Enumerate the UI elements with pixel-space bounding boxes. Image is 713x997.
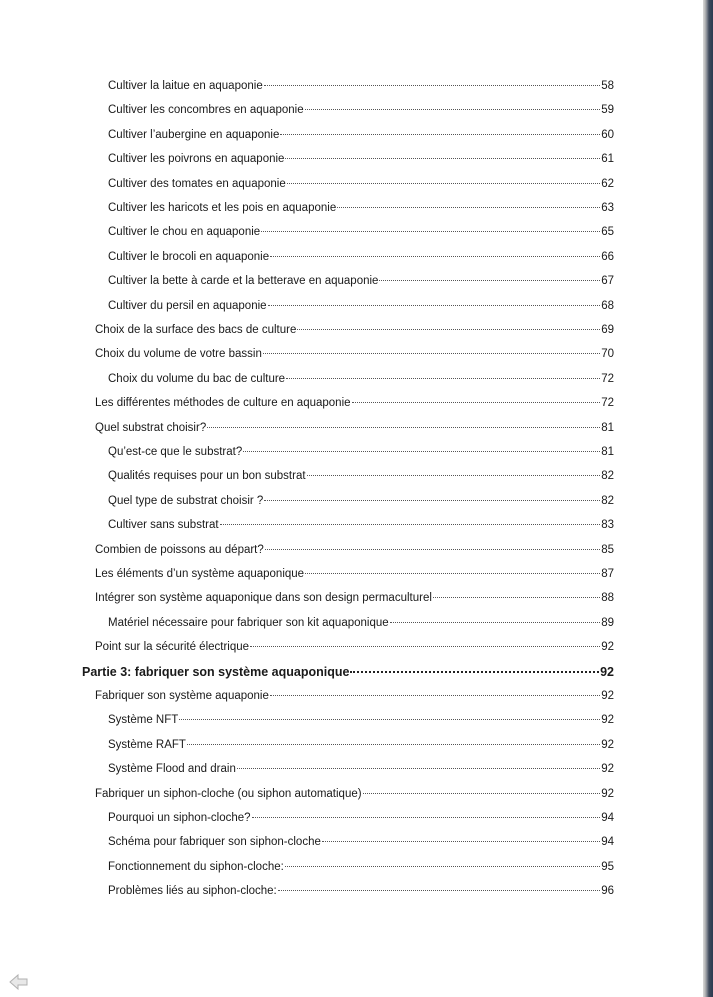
toc-entry[interactable] xyxy=(108,297,614,315)
toc-entry-page-number: 92 xyxy=(600,664,614,679)
toc-dot-leader xyxy=(286,378,600,379)
toc-entry-page-number: 83 xyxy=(601,519,614,532)
toc-dot-leader xyxy=(305,109,601,110)
toc-entry-page-number: 92 xyxy=(601,763,614,776)
toc-dot-leader xyxy=(337,207,600,208)
toc-entry[interactable] xyxy=(108,736,614,754)
toc-entry-title: Fabriquer un siphon-cloche (ou siphon automatique) xyxy=(95,787,362,800)
toc-dot-leader xyxy=(268,305,601,306)
toc-dot-leader xyxy=(187,744,600,745)
toc-dot-leader xyxy=(363,793,601,794)
toc-entry-title: Fonctionnement du siphon-cloche: xyxy=(108,860,284,873)
toc-entry[interactable] xyxy=(108,833,614,851)
toc-entry[interactable] xyxy=(108,516,614,534)
toc-entry-title: Cultiver les haricots et les pois en aquaponie xyxy=(108,202,337,214)
toc-entry[interactable] xyxy=(108,223,614,241)
toc-entry[interactable] xyxy=(108,809,614,827)
toc-entry[interactable] xyxy=(108,126,614,144)
toc-entry[interactable] xyxy=(108,248,614,266)
toc-entry-page-number: 92 xyxy=(601,738,614,751)
toc-entry-page-number: 72 xyxy=(601,372,614,385)
toc-entry-title: Choix du volume de votre bassin xyxy=(95,348,262,361)
toc-entry-title: Cultiver l’aubergine en aquaponie xyxy=(108,128,280,141)
toc-entry-title: Cultiver les concombres en aquaponie xyxy=(108,104,304,117)
toc-entry-title: Les éléments d’un système aquaponique xyxy=(95,568,305,580)
toc-entry-page-number: 85 xyxy=(601,543,614,556)
toc-entry[interactable] xyxy=(108,443,614,461)
toc-dot-leader xyxy=(250,646,600,647)
toc-entry[interactable] xyxy=(95,419,614,437)
toc-dot-leader xyxy=(270,695,600,696)
toc-dot-leader xyxy=(252,817,601,818)
toc-dot-leader xyxy=(322,841,600,842)
toc-entry[interactable] xyxy=(108,467,614,485)
toc-entry-title: Cultiver du persil en aquaponie xyxy=(108,299,267,312)
toc-dot-leader xyxy=(305,573,600,574)
toc-entry-page-number: 70 xyxy=(601,348,614,361)
toc-entry[interactable] xyxy=(108,760,614,778)
toc-dot-leader xyxy=(179,719,600,720)
toc-entry-page-number: 67 xyxy=(601,275,614,288)
toc-entry[interactable] xyxy=(95,321,614,339)
toc-dot-leader xyxy=(285,158,600,159)
toc-entry-title: Système Flood and drain xyxy=(108,763,236,776)
toc-entry-page-number: 92 xyxy=(601,641,614,654)
toc-entry-page-number: 59 xyxy=(601,104,614,117)
toc-dot-leader xyxy=(265,549,600,550)
toc-entry[interactable] xyxy=(108,370,614,388)
toc-dot-leader xyxy=(270,256,600,257)
toc-dot-leader xyxy=(280,134,600,135)
toc-dot-leader xyxy=(278,890,600,891)
toc-entry[interactable] xyxy=(108,711,614,729)
toc-entry-title: Problèmes liés au siphon-cloche: xyxy=(108,885,277,898)
toc-entry-page-number: 95 xyxy=(601,860,614,873)
toc-entry[interactable] xyxy=(108,614,614,632)
toc-entry-title: Cultiver les poivrons en aquaponie xyxy=(108,153,285,166)
toc-entry-title: Cultiver le brocoli en aquaponie xyxy=(108,250,270,263)
toc-entry-title: Qualités requises pour un bon substrat xyxy=(108,470,306,483)
toc-dot-leader xyxy=(379,280,600,281)
toc-entry[interactable] xyxy=(95,785,614,803)
toc-dot-leader xyxy=(243,451,600,452)
toc-entry-title: Cultiver la bette à carde et la betterave en aquaponie xyxy=(108,275,379,288)
toc-entry-title: Choix du volume du bac de culture xyxy=(108,372,286,385)
toc-entry-title: Cultiver la laitue en aquaponie xyxy=(108,80,263,92)
toc-entry[interactable] xyxy=(95,638,614,656)
toc-entry[interactable] xyxy=(95,345,614,363)
toc-entry-page-number: 69 xyxy=(601,324,614,336)
toc-dot-leader xyxy=(297,329,600,330)
toc-entry-page-number: 92 xyxy=(601,690,614,702)
toc-entry[interactable] xyxy=(95,687,614,705)
toc-entry-title: Système RAFT xyxy=(108,738,186,751)
toc-entry-title: Qu’est-ce que le substrat? xyxy=(108,446,243,458)
toc-dot-leader xyxy=(285,866,600,867)
toc-entry-page-number: 82 xyxy=(601,470,614,483)
toc-entry-title: Fabriquer son système aquaponie xyxy=(95,690,269,702)
toc-entry[interactable] xyxy=(95,589,614,607)
toc-dot-leader xyxy=(237,768,600,769)
back-arrow-icon[interactable] xyxy=(9,973,29,991)
toc-entry[interactable] xyxy=(108,150,614,168)
toc-entry-page-number: 58 xyxy=(601,80,614,92)
toc-dot-leader xyxy=(261,231,600,232)
toc-entry[interactable] xyxy=(108,101,614,119)
toc-entry[interactable] xyxy=(108,492,614,510)
toc-entry-page-number: 88 xyxy=(601,592,614,605)
toc-entry-title: Matériel nécessaire pour fabriquer son kit aquaponique xyxy=(108,616,389,629)
toc-entry-page-number: 92 xyxy=(601,787,614,800)
toc-entry-page-number: 62 xyxy=(601,177,614,190)
toc-entry[interactable] xyxy=(95,394,614,412)
toc-dot-leader xyxy=(352,402,601,403)
toc-entry-page-number: 92 xyxy=(601,714,614,727)
toc-entry-page-number: 60 xyxy=(601,128,614,141)
toc-entry-page-number: 61 xyxy=(601,153,614,166)
toc-dot-leader xyxy=(263,353,600,354)
toc-entry-title: Pourquoi un siphon-cloche? xyxy=(108,812,251,824)
toc-dot-leader xyxy=(264,500,600,501)
toc-entry-title: Partie 3: fabriquer son système aquaponique xyxy=(82,664,350,679)
toc-dot-leader xyxy=(220,524,601,525)
toc-entry[interactable] xyxy=(95,565,614,583)
toc-dot-leader xyxy=(207,427,600,428)
toc-entry-title: Schéma pour fabriquer son siphon-cloche xyxy=(108,836,321,849)
toc-entry-page-number: 94 xyxy=(601,836,614,849)
toc-entry-title: Cultiver le chou en aquaponie xyxy=(108,226,261,239)
toc-entry-page-number: 63 xyxy=(601,202,614,214)
toc-entry[interactable] xyxy=(108,77,614,95)
toc-entry-title: Choix de la surface des bacs de culture xyxy=(95,324,297,336)
toc-entry-page-number: 68 xyxy=(601,299,614,312)
toc-dot-leader xyxy=(307,475,601,476)
toc-entry[interactable] xyxy=(95,541,614,559)
toc-dot-leader xyxy=(350,671,599,673)
toc-entry-page-number: 72 xyxy=(601,397,614,410)
toc-entry-title: Les différentes méthodes de culture en aquaponie xyxy=(95,397,351,410)
toc-dot-leader xyxy=(287,183,600,184)
toc-entry-page-number: 82 xyxy=(601,494,614,507)
toc-entry-title: Combien de poissons au départ? xyxy=(95,543,264,556)
toc-entry-title: Système NFT xyxy=(108,714,179,727)
toc-dot-leader xyxy=(433,597,600,598)
toc-entry[interactable] xyxy=(108,175,614,193)
toc-entry-title: Intégrer son système aquaponique dans son design permaculturel xyxy=(95,592,432,605)
toc-entry-page-number: 96 xyxy=(601,885,614,898)
toc-entry-title: Quel substrat choisir? xyxy=(95,421,207,434)
toc-dot-leader xyxy=(390,622,601,623)
toc-entry-page-number: 66 xyxy=(601,250,614,263)
toc-dot-leader xyxy=(264,85,600,86)
toc-entry-page-number: 81 xyxy=(601,421,614,434)
toc-entry-page-number: 87 xyxy=(601,568,614,580)
toc-entry-page-number: 65 xyxy=(601,226,614,239)
toc-entry[interactable] xyxy=(108,199,614,217)
toc-entry-title: Cultiver des tomates en aquaponie xyxy=(108,177,286,190)
toc-entry[interactable] xyxy=(108,272,614,290)
toc-entry-page-number: 94 xyxy=(601,812,614,824)
toc-entry-title: Quel type de substrat choisir ? xyxy=(108,494,264,507)
toc-entry-page-number: 89 xyxy=(601,616,614,629)
toc-entry-title: Point sur la sécurité électrique xyxy=(95,641,250,654)
page-edge-scrollbar[interactable] xyxy=(703,0,713,997)
toc-entry[interactable] xyxy=(108,858,614,876)
toc-entry-page-number: 81 xyxy=(601,446,614,458)
toc-entry-title: Cultiver sans substrat xyxy=(108,519,219,532)
toc-entry[interactable] xyxy=(108,882,614,900)
toc-entry[interactable] xyxy=(82,663,614,681)
